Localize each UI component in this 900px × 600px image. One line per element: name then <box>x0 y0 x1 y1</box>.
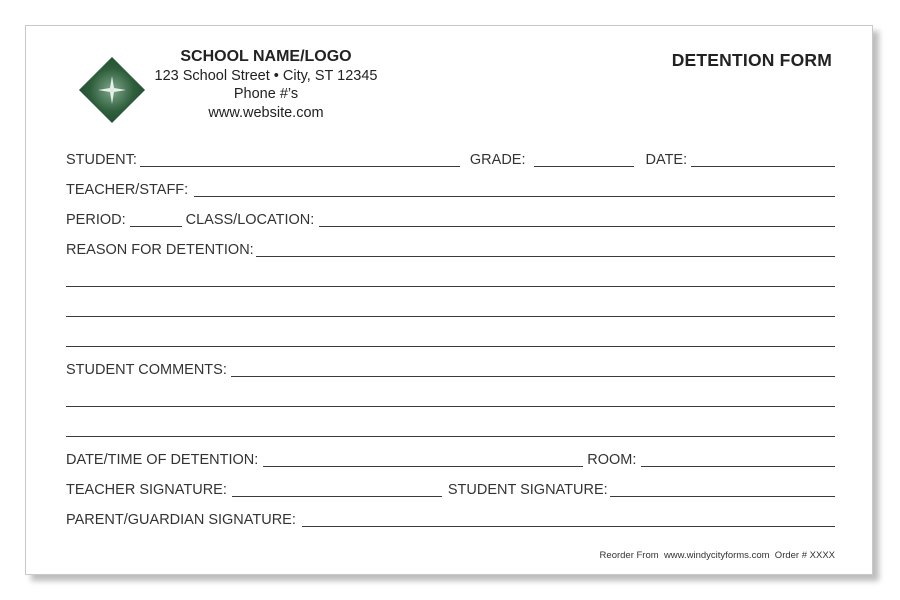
date-input-line[interactable] <box>691 166 835 167</box>
teacher-signature-label: TEACHER SIGNATURE: <box>66 482 227 498</box>
row-detention-time <box>66 452 835 468</box>
room-label: ROOM: <box>587 452 637 468</box>
row-student <box>66 152 835 168</box>
student-comments-input-line[interactable] <box>231 376 835 377</box>
teacher-staff-input-line[interactable] <box>194 196 835 197</box>
class-location-label: CLASS/LOCATION: <box>185 212 315 228</box>
date-time-detention-input-line[interactable] <box>263 466 583 467</box>
row-comments <box>66 362 835 378</box>
reason-label: REASON FOR DETENTION: <box>66 242 254 258</box>
detention-form-card <box>25 25 873 575</box>
student-input-line[interactable] <box>140 166 460 167</box>
teacher-staff-label: TEACHER/STAFF: <box>66 182 189 198</box>
row-reason-cont-3 <box>66 332 835 348</box>
grade-label: GRADE: <box>469 152 526 168</box>
comments-line-3[interactable] <box>66 436 835 437</box>
period-label: PERIOD: <box>66 212 126 228</box>
school-website: www.website.com <box>208 104 324 121</box>
reason-line-4[interactable] <box>66 346 835 347</box>
grade-input-line[interactable] <box>534 166 634 167</box>
period-input-line[interactable] <box>130 226 182 227</box>
reorder-footer: Reorder From www.windycityforms.com Order # XXXX <box>599 550 835 561</box>
room-input-line[interactable] <box>641 466 835 467</box>
row-period <box>66 212 835 228</box>
parent-signature-input-line[interactable] <box>302 526 835 527</box>
parent-signature-label: PARENT/GUARDIAN SIGNATURE: <box>66 512 296 528</box>
school-name: SCHOOL NAME/LOGO <box>180 48 352 65</box>
row-comments-cont-2 <box>66 422 835 438</box>
teacher-signature-input-line[interactable] <box>232 496 442 497</box>
form-title: DETENTION FORM <box>671 50 832 70</box>
date-time-detention-label: DATE/TIME OF DETENTION: <box>66 452 259 468</box>
row-reason-cont-1 <box>66 272 835 288</box>
row-parent-signature <box>66 512 835 528</box>
school-phone: Phone #’s <box>233 86 299 102</box>
date-label: DATE: <box>645 152 688 168</box>
reason-line-3[interactable] <box>66 316 835 317</box>
comments-line-2[interactable] <box>66 406 835 407</box>
reason-input-line[interactable] <box>256 256 835 257</box>
row-comments-cont-1 <box>66 392 835 408</box>
row-reason <box>66 242 835 258</box>
row-reason-cont-2 <box>66 302 835 318</box>
student-signature-label: STUDENT SIGNATURE: <box>447 482 608 498</box>
row-teacher <box>66 182 835 198</box>
reason-line-2[interactable] <box>66 286 835 287</box>
row-signatures <box>66 482 835 498</box>
school-info <box>146 48 386 122</box>
student-comments-label: STUDENT COMMENTS: <box>66 362 227 378</box>
class-location-input-line[interactable] <box>319 226 835 227</box>
diamond-star-logo-icon <box>78 56 146 124</box>
student-label: STUDENT: <box>66 152 137 168</box>
student-signature-input-line[interactable] <box>610 496 835 497</box>
school-address: 123 School Street • City, ST 12345 <box>154 67 378 84</box>
